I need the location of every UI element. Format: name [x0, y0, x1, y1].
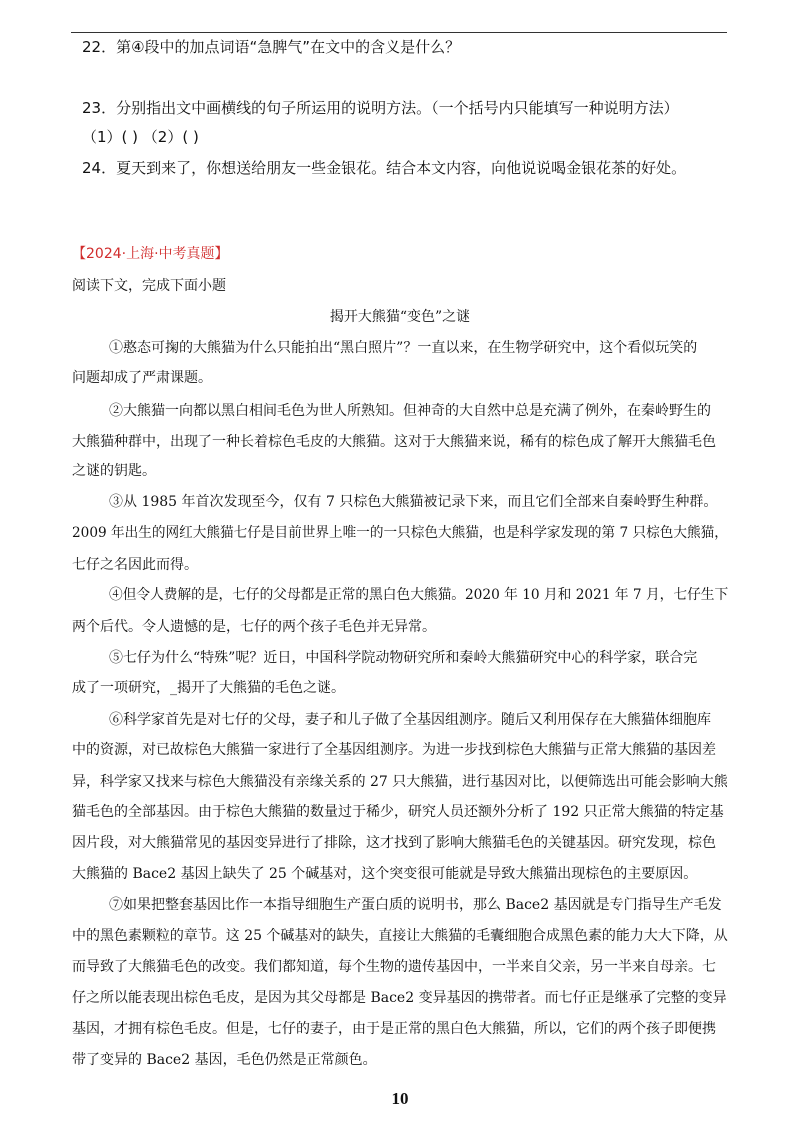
article-line: 2009 年出生的网红大熊猫七仔是目前世界上唯一的一只棕色大熊猫，也是科学家发现的第 7 只棕色大熊猫，	[72, 525, 728, 541]
article-line: ⑦如果把整套基因比作一本指导细胞生产蛋白质的说明书，那么 Bace2 基因就是专门指导生产毛发	[109, 897, 722, 913]
header-rule	[71, 32, 727, 33]
article-line: 问题却成了严肃课题。	[72, 370, 212, 386]
article-line: 基因，才拥有棕色毛皮。但是，七仔的妻子，由于是正常的黑白色大熊猫，所以，它们的两个孩子即便携	[72, 1021, 716, 1037]
article-line: ①憨态可掬的大熊猫为什么只能拍出“黑白照片”？一直以来，在生物学研究中，这个看似玩笑的	[109, 340, 698, 356]
article-line: 七仔之名因此而得。	[72, 557, 198, 573]
article-line: ⑤七仔为什么“特殊”呢？近日，中国科学院动物研究所和秦岭大熊猫研究中心的科学家，联合完	[109, 650, 698, 666]
article-line: 仔之所以能表现出棕色毛皮，是因为其父母都是 Bace2 变异基因的携带者。而七仔正是继承了完整的变异	[72, 990, 727, 1006]
reading-instruction: 阅读下文，完成下面小题	[72, 278, 226, 294]
exam-source-tag: 【2024·上海·中考真题】	[72, 246, 229, 262]
question-23: 23．分别指出文中画横线的句子所运用的说明方法。（一个括号内只能填写一种说明方法）	[82, 99, 679, 117]
article-line: ④但令人费解的是，七仔的父母都是正常的黑白色大熊猫。2020 年 10 月和 2021 年 7 月，七仔生下	[109, 587, 729, 603]
article-line: 两个后代。令人遗憾的是，七仔的两个孩子毛色并无异常。	[72, 619, 436, 635]
article-line: 而导致了大熊猫毛色的改变。我们都知道，每个生物的遗传基因中，一半来自父亲，另一半来自母亲。七	[72, 959, 716, 975]
article-line: 异，科学家又找来与棕色大熊猫没有亲缘关系的 27 只大熊猫，进行基因对比，以便筛选出可能会影响大熊	[72, 774, 728, 790]
article-line: ②大熊猫一向都以黑白相间毛色为世人所熟知。但神奇的大自然中总是充满了例外，在秦岭野生的	[109, 403, 711, 419]
question-23-blanks: （1）( ) （2）( )	[82, 128, 199, 146]
article-line: 大熊猫种群中，出现了一种长着棕色毛皮的大熊猫。这对于大熊猫来说，稀有的棕色成了解开大熊猫毛色	[72, 434, 716, 450]
question-22: 22．第④段中的加点词语“急脾气”在文中的含义是什么？	[82, 38, 461, 56]
page-number: 10	[391, 1089, 409, 1108]
article-line: 带了变异的 Bace2 基因，毛色仍然是正常颜色。	[72, 1052, 377, 1068]
article-line: 中的资源，对已故棕色大熊猫一家进行了全基因组测序。为进一步找到棕色大熊猫与正常大熊猫的基因差	[72, 742, 716, 758]
article-line: 中的黑色素颗粒的章节。这 25 个碱基对的缺失，直接让大熊猫的毛囊细胞合成黑色素的能力大大下降，从	[72, 928, 728, 944]
article-line: 大熊猫的 Bace2 基因上缺失了 25 个碱基对，这个突变很可能就是导致大熊猫出现棕色的主要原因。	[72, 866, 698, 882]
article-title: 揭开大熊猫“变色”之谜	[329, 309, 471, 325]
article-line: 因片段，对大熊猫常见的基因变异进行了排除，这才找到了影响大熊猫毛色的关键基因。研究发现，棕色	[72, 835, 716, 851]
article-line: 之谜的钥匙。	[72, 463, 156, 479]
article-line: ⑥科学家首先是对七仔的父母，妻子和儿子做了全基因组测序。随后又利用保存在大熊猫体细胞库	[109, 712, 711, 728]
article-line: ③从 1985 年首次发现至今，仅有 7 只棕色大熊猫被记录下来，而且它们全部来自秦岭野生种群。	[109, 494, 718, 510]
article-line: 成了一项研究，_揭开了大熊猫的毛色之谜。	[72, 680, 345, 696]
article-line: 猫毛色的全部基因。由于棕色大熊猫的数量过于稀少，研究人员还额外分析了 192 只正常大熊猫的特定基	[72, 804, 724, 820]
question-24: 24．夏天到来了，你想送给朋友一些金银花。结合本文内容，向他说说喝金银花茶的好处。	[82, 159, 687, 177]
